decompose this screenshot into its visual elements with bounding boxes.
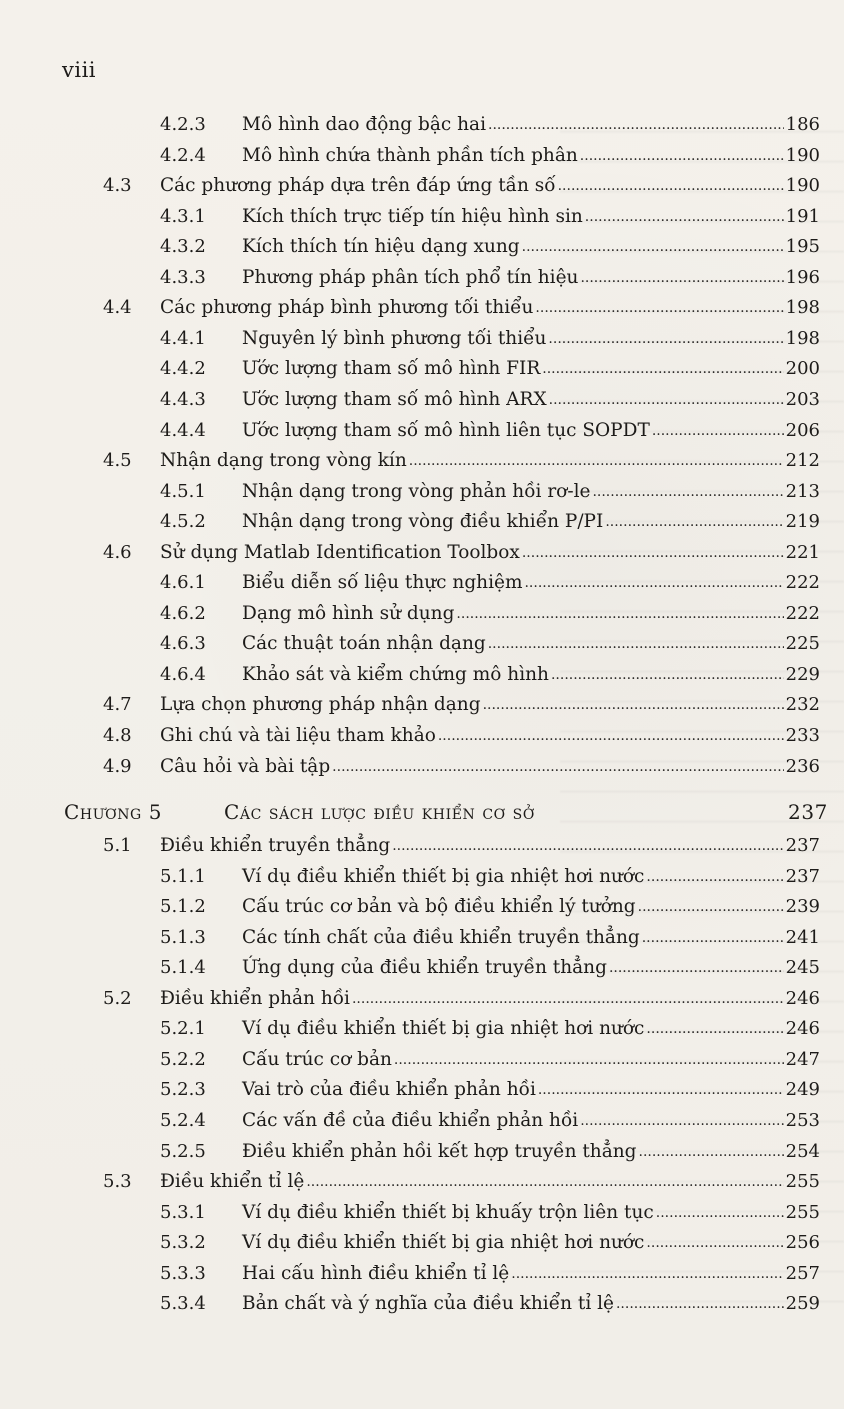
toc-entry-number: 5.3.2 (160, 1232, 206, 1254)
toc-entry-title: Nhận dạng trong vòng điều khiển P/PI (242, 511, 604, 533)
toc-entry-title: Ví dụ điều khiển thiết bị gia nhiệt hơi nước (242, 1232, 645, 1254)
toc-entry-number: 4.4.1 (160, 327, 206, 349)
dot-leader (438, 726, 784, 746)
dot-leader (456, 604, 783, 624)
toc-entry-title: Các phương pháp dựa trên đáp ứng tần số (160, 175, 556, 197)
toc-entry[interactable] (0, 953, 844, 983)
toc-entry[interactable] (0, 538, 844, 568)
toc-entry-title: Các phương pháp bình phương tối thiểu (160, 297, 534, 319)
toc-entry-title: Mô hình chứa thành phần tích phân (242, 144, 578, 166)
toc-entry-body (242, 568, 820, 598)
toc-entry-body (160, 984, 820, 1014)
toc-entry-title: Các thuật toán nhận dạng (242, 633, 486, 655)
toc-entry-number: 5.1.4 (160, 957, 206, 979)
toc-entry[interactable] (0, 892, 844, 922)
toc-entry-body (242, 923, 820, 953)
toc-entry[interactable] (0, 1137, 844, 1167)
toc-entry-body (242, 202, 820, 232)
dot-leader (535, 298, 783, 318)
dot-leader (639, 1142, 784, 1162)
toc-entry-body (242, 232, 820, 262)
toc-entry[interactable] (0, 862, 844, 892)
toc-entry-page: 256 (785, 1232, 820, 1254)
toc-entry-body (160, 1167, 820, 1197)
toc-entry-number: 5.3.1 (160, 1201, 206, 1223)
toc-entry[interactable] (0, 568, 844, 598)
toc-entry-body (242, 324, 820, 354)
toc-entry-number: 5.2.1 (160, 1018, 206, 1040)
toc-entry-number: 5.2.2 (160, 1048, 206, 1070)
toc-entry-title: Ví dụ điều khiển thiết bị gia nhiệt hơi nước (242, 1018, 645, 1040)
toc-entry[interactable] (0, 171, 844, 201)
toc-entry-page: 198 (785, 327, 820, 349)
toc-entry-title: Cấu trúc cơ bản và bộ điều khiển lý tưởng (242, 896, 636, 918)
toc-entry-number: 4.6.2 (160, 602, 206, 624)
toc-entry-body (242, 1259, 820, 1289)
toc-entry-number: 4.5.1 (160, 480, 206, 502)
dot-leader (646, 867, 783, 887)
page-number: viii (62, 58, 97, 82)
dot-leader (558, 176, 784, 196)
toc-entry-page: 195 (785, 236, 820, 258)
toc-entry-title: Lựa chọn phương pháp nhận dạng (160, 694, 481, 716)
dot-leader (511, 1264, 783, 1284)
dot-leader (656, 1203, 784, 1223)
toc-entry-number: 5.2.3 (160, 1079, 206, 1101)
toc-entry-title: Biểu diễn số liệu thực nghiệm (242, 572, 523, 594)
toc-entry-title: Nhận dạng trong vòng kín (160, 450, 407, 472)
toc-entry-title: Điều khiển tỉ lệ (160, 1171, 305, 1193)
toc-entry-number: 4.3.1 (160, 205, 206, 227)
toc-entry-number: 4.2.3 (160, 114, 206, 135)
dot-leader (616, 1294, 784, 1314)
toc-entry-number: 4.7 (103, 694, 132, 716)
dot-leader (524, 573, 783, 593)
toc-entry-page: 222 (785, 572, 820, 594)
toc-entry[interactable] (0, 660, 844, 690)
toc-entry-page: 190 (785, 144, 820, 166)
toc-entry-number: 4.2.4 (160, 144, 206, 166)
toc-entry-body (242, 141, 820, 171)
toc-entry-body (242, 1014, 820, 1044)
toc-entry-page: 241 (785, 926, 820, 948)
toc-entry-body (242, 1228, 820, 1258)
toc-entry-body (160, 690, 820, 720)
toc-entry-page: 233 (785, 725, 820, 746)
toc-entry-page: 213 (785, 480, 820, 502)
toc-entry-body (242, 1289, 820, 1319)
toc-entry-page: 212 (785, 450, 820, 472)
dot-leader (522, 237, 784, 257)
toc-entry-page: 225 (785, 633, 820, 655)
toc-entry-title: Dạng mô hình sử dụng (242, 602, 455, 624)
toc-entry-number: 5.1.3 (160, 926, 206, 948)
toc-entry[interactable] (0, 721, 844, 751)
toc-entry-page: 246 (785, 987, 820, 1009)
toc-entry[interactable] (0, 232, 844, 262)
dot-leader (542, 359, 783, 379)
toc-entry-title: Ước lượng tham số mô hình liên tục SOPDT (242, 419, 650, 441)
toc-entry-page: 246 (785, 1018, 820, 1040)
toc-entry-title: Khảo sát và kiểm chứng mô hình (242, 663, 549, 685)
toc-entry-title: Các vấn đề của điều khiển phản hồi (242, 1109, 579, 1131)
dot-leader (392, 836, 783, 856)
dot-leader (409, 451, 784, 471)
toc-entry-title: Phương pháp phân tích phổ tín hiệu (242, 266, 579, 288)
toc-entry[interactable] (0, 1014, 844, 1044)
toc-entry-page: 255 (785, 1171, 820, 1193)
dot-leader (522, 543, 784, 563)
dot-leader (652, 421, 784, 441)
toc-entry-title: Nguyên lý bình phương tối thiểu (242, 327, 547, 349)
toc-entry[interactable] (0, 1167, 844, 1197)
toc-entry-title: Kích thích trực tiếp tín hiệu hình sin (242, 205, 583, 227)
toc-entry-number: 4.4.4 (160, 419, 206, 441)
toc-entry-number: 5.3.4 (160, 1293, 206, 1315)
toc-entry-title: Hai cấu hình điều khiển tỉ lệ (242, 1262, 510, 1284)
toc-entry-body (160, 171, 820, 201)
toc-entry-body (160, 446, 820, 476)
toc-entry-number: 5.1.1 (160, 865, 206, 887)
toc-entry-page: 237 (785, 865, 820, 887)
toc-entry-body (242, 1045, 820, 1075)
chapter-page: 237 (788, 800, 828, 824)
toc-entry-number: 5.3 (103, 1171, 132, 1193)
toc-entry-page: 237 (785, 835, 820, 856)
toc-entry[interactable] (0, 1259, 844, 1289)
toc-entry[interactable] (0, 831, 844, 861)
toc-entry-title: Mô hình dao động bậc hai (242, 114, 486, 135)
toc-entry-number: 4.4.3 (160, 388, 206, 410)
toc-entry[interactable] (0, 446, 844, 476)
toc-entry-title: Kích thích tín hiệu dạng xung (242, 236, 520, 258)
dot-leader (551, 665, 784, 685)
toc-entry[interactable] (0, 923, 844, 953)
toc-entry-page: 257 (785, 1262, 820, 1284)
toc-entry-title: Câu hỏi và bài tập (160, 755, 331, 777)
toc-entry[interactable] (0, 263, 844, 293)
toc-entry[interactable] (0, 752, 844, 782)
toc-entry-title: Ước lượng tham số mô hình FIR (242, 358, 541, 380)
toc-entry-body (242, 110, 820, 140)
toc-entry-body (160, 831, 820, 861)
toc-entry-number: 5.2 (103, 987, 132, 1009)
toc-entry-number: 4.6.4 (160, 663, 206, 685)
toc-entry-body (242, 1075, 820, 1105)
dot-leader (638, 897, 784, 917)
toc-entry-page: 191 (785, 205, 820, 227)
dot-leader (646, 1233, 783, 1253)
dot-leader (605, 512, 783, 532)
toc-entry-page: 245 (785, 957, 820, 979)
toc-entry-title: Ước lượng tham số mô hình ARX (242, 388, 547, 410)
toc-entry-number: 4.4.2 (160, 358, 206, 380)
toc-entry-body (242, 477, 820, 507)
dot-leader (488, 634, 784, 654)
toc-entry[interactable] (0, 1075, 844, 1105)
toc-entry-body (242, 892, 820, 922)
toc-entry-body (242, 953, 820, 983)
toc-entry-number: 4.4 (103, 297, 132, 319)
toc-entry[interactable] (0, 599, 844, 629)
toc-entry-page: 232 (785, 694, 820, 716)
toc-entry-title: Nhận dạng trong vòng phản hồi rơ-le (242, 480, 591, 502)
toc-entry-number: 4.3 (103, 175, 132, 197)
toc-entry[interactable] (0, 1228, 844, 1258)
toc-entry-title: Ghi chú và tài liệu tham khảo (160, 725, 436, 746)
toc-entry-body (242, 385, 820, 415)
toc-entry-body (160, 293, 820, 323)
toc-entry-title: Các tính chất của điều khiển truyền thẳng (242, 926, 640, 948)
toc-entry-number: 4.6.3 (160, 633, 206, 655)
toc-entry-page: 229 (785, 663, 820, 685)
toc-entry-page: 219 (785, 511, 820, 533)
dot-leader (609, 958, 784, 978)
toc-entry-body (160, 752, 820, 782)
dot-leader (585, 207, 784, 227)
toc-entry[interactable] (0, 507, 844, 537)
toc-entry[interactable] (0, 984, 844, 1014)
toc-entry-title: Điều khiển phản hồi kết hợp truyền thẳng (242, 1140, 637, 1162)
toc-entry-title: Sử dụng Matlab Identification Toolbox (160, 541, 520, 563)
dot-leader (538, 1080, 784, 1100)
toc-entry-body (242, 507, 820, 537)
dot-leader (549, 390, 784, 410)
toc-entry-page: 203 (785, 388, 820, 410)
toc-entry[interactable] (0, 354, 844, 384)
toc-entry-title: Bản chất và ý nghĩa của điều khiển tỉ lệ (242, 1293, 614, 1315)
dot-leader (592, 482, 783, 502)
toc-entry-page: 200 (785, 358, 820, 380)
toc-entry-body (242, 1198, 820, 1228)
toc-entry-page: 198 (785, 297, 820, 319)
toc-entry[interactable] (0, 141, 844, 171)
toc-entry-body (242, 416, 820, 446)
toc-entry-page: 190 (785, 175, 820, 197)
dot-leader (488, 115, 784, 135)
toc-entry-number: 4.3.3 (160, 266, 206, 288)
toc-entry-title: Điều khiển truyền thẳng (160, 835, 391, 856)
toc-entry[interactable] (0, 385, 844, 415)
dot-leader (548, 329, 783, 349)
toc-entry-body (160, 721, 820, 751)
toc-entry-number: 4.6 (103, 541, 132, 563)
dot-leader (646, 1019, 783, 1039)
toc-entry[interactable] (0, 1289, 844, 1319)
toc-entry-number: 5.2.4 (160, 1109, 206, 1131)
chapter-heading[interactable] (64, 795, 834, 829)
toc-entry-body (242, 862, 820, 892)
toc-entry[interactable] (0, 629, 844, 659)
toc-entry-body (242, 660, 820, 690)
dot-leader (352, 989, 784, 1009)
toc-entry-number: 4.6.1 (160, 572, 206, 594)
toc-entry-page: 239 (785, 896, 820, 918)
toc-entry-page: 196 (785, 266, 820, 288)
toc-entry-page: 186 (785, 114, 820, 135)
dot-leader (483, 695, 784, 715)
toc-entry[interactable] (0, 690, 844, 720)
toc-entry-page: 236 (785, 755, 820, 777)
toc-entry-number: 5.1.2 (160, 896, 206, 918)
toc-entry-body (242, 263, 820, 293)
toc-entry-title: Ứng dụng của điều khiển truyền thẳng (242, 957, 607, 979)
toc-entry-body (242, 599, 820, 629)
dot-leader (394, 1050, 784, 1070)
dot-leader (332, 757, 783, 777)
dot-leader (580, 146, 784, 166)
toc-entry-page: 247 (785, 1048, 820, 1070)
chapter-title: Các sách lược điều khiển cơ sở (224, 800, 535, 824)
toc-entry-body (242, 1137, 820, 1167)
toc-entry-number: 4.5.2 (160, 511, 206, 533)
toc-entry-title: Vai trò của điều khiển phản hồi (242, 1079, 536, 1101)
toc-entry-page: 249 (785, 1079, 820, 1101)
toc-entry-body (242, 629, 820, 659)
toc-entry-body (242, 354, 820, 384)
toc-entry-page: 253 (785, 1109, 820, 1131)
toc-entry-title: Điều khiển phản hồi (160, 987, 350, 1009)
toc-entry-page: 222 (785, 602, 820, 624)
dot-leader (580, 268, 783, 288)
toc-entry-page: 221 (785, 541, 820, 563)
toc-entry[interactable] (0, 1045, 844, 1075)
toc-entry-page: 206 (785, 419, 820, 441)
toc-entry-title: Ví dụ điều khiển thiết bị gia nhiệt hơi nước (242, 865, 645, 887)
toc-entry-number: 5.1 (103, 835, 132, 856)
toc-entry[interactable] (0, 202, 844, 232)
toc-entry[interactable] (0, 1198, 844, 1228)
toc-entry[interactable] (0, 110, 844, 140)
toc-entry-number: 5.2.5 (160, 1140, 206, 1162)
toc-entry[interactable] (0, 293, 844, 323)
toc-entry-body (160, 538, 820, 568)
toc-entry[interactable] (0, 477, 844, 507)
toc-entry-page: 255 (785, 1201, 820, 1223)
toc-entry[interactable] (0, 416, 844, 446)
toc-entry-page: 259 (785, 1293, 820, 1315)
toc-entry-title: Ví dụ điều khiển thiết bị khuấy trộn liên tục (242, 1201, 654, 1223)
toc-entry[interactable] (0, 1106, 844, 1136)
toc-entry-body (242, 1106, 820, 1136)
toc-entry-number: 4.8 (103, 725, 132, 746)
toc-entry-title: Cấu trúc cơ bản (242, 1048, 392, 1070)
toc-entry-number: 4.3.2 (160, 236, 206, 258)
toc-entry[interactable] (0, 324, 844, 354)
toc-entry-page: 254 (785, 1140, 820, 1162)
chapter-label: Chương 5 (64, 800, 163, 824)
dot-leader (642, 928, 784, 948)
dot-leader (306, 1172, 783, 1192)
dot-leader (580, 1111, 783, 1131)
toc-entry-number: 4.9 (103, 755, 132, 777)
toc-entry-number: 4.5 (103, 450, 132, 472)
toc-entry-number: 5.3.3 (160, 1262, 206, 1284)
